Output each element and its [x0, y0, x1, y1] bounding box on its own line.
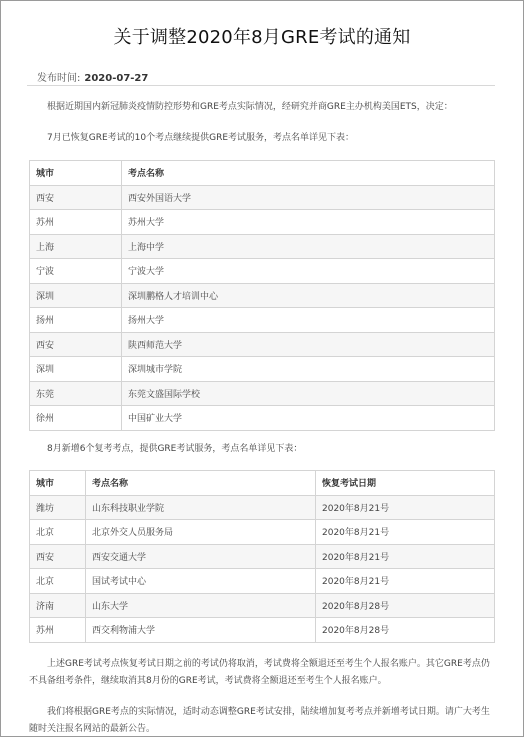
center-cell: 上海中学 — [122, 234, 495, 259]
center-cell: 西交利物浦大学 — [86, 618, 316, 643]
publish-info — [37, 69, 148, 84]
table-row — [30, 308, 495, 333]
city-cell: 上海 — [30, 234, 122, 259]
publish-date: 2020-07-27 — [84, 73, 149, 84]
date-cell: 2020年8月21号 — [316, 520, 495, 545]
date-cell: 2020年8月21号 — [316, 569, 495, 594]
final-paragraph: 我们将根据GRE考点的实际情况，适时动态调整GRE考试安排，陆续增加复考考点并新增考试日期。请广大考生随时关注报名网站的最新公告。 — [29, 707, 490, 734]
city-cell: 西安 — [30, 332, 122, 357]
title-divider — [27, 85, 495, 86]
city-cell: 北京 — [30, 520, 86, 545]
table-row — [30, 283, 495, 308]
city-cell: 西安 — [30, 544, 86, 569]
page-title: 关于调整2020年8月GRE考试的通知 — [113, 27, 411, 48]
center-cell: 国试考试中心 — [86, 569, 316, 594]
table-row — [30, 332, 495, 357]
city-cell: 宁波 — [30, 259, 122, 284]
center-cell: 东莞文盛国际学校 — [122, 381, 495, 406]
section1-paragraph: 7月已恢复GRE考试的10个考点继续提供GRE考试服务，考点名单详见下表： — [47, 133, 355, 143]
publish-label: 发布时间: — [37, 73, 81, 84]
table-row — [30, 495, 495, 520]
city-cell: 深圳 — [30, 283, 122, 308]
center-cell: 中国矿业大学 — [122, 406, 495, 431]
closing-paragraph: 上述GRE考试考点恢复考试日期之前的考试仍将取消，考试费将全额退还至考生个人报名账户。其它GRE考点仍不具备组考条件，继续取消其8月份的GRE考试，考试费将全额退还至考生个人报名账户。 — [29, 659, 490, 686]
city-cell: 东莞 — [30, 381, 122, 406]
table-header-cell: 城市 — [30, 471, 86, 496]
table-row — [30, 234, 495, 259]
city-cell: 苏州 — [30, 618, 86, 643]
city-cell: 北京 — [30, 569, 86, 594]
table-row — [30, 259, 495, 284]
existing-test-centers-table — [29, 160, 495, 431]
table-row — [30, 618, 495, 643]
center-cell: 山东科技职业学院 — [86, 495, 316, 520]
date-cell: 2020年8月28号 — [316, 593, 495, 618]
date-cell: 2020年8月21号 — [316, 544, 495, 569]
center-cell: 宁波大学 — [122, 259, 495, 284]
city-cell: 深圳 — [30, 357, 122, 382]
city-cell: 济南 — [30, 593, 86, 618]
new-test-centers-table — [29, 470, 495, 643]
section2-paragraph: 8月新增6个复考考点，提供GRE考试服务，考点名单详见下表： — [47, 444, 303, 454]
intro-paragraph: 根据近期国内新冠肺炎疫情防控形势和GRE考点实际情况，经研究并商GRE主办机构美国ETS，决定： — [47, 102, 453, 112]
center-cell: 陕西师范大学 — [122, 332, 495, 357]
city-cell: 潍坊 — [30, 495, 86, 520]
center-cell: 北京外交人员服务局 — [86, 520, 316, 545]
table-header-row — [30, 471, 495, 496]
table-header-cell: 城市 — [30, 161, 122, 186]
city-cell: 西安 — [30, 185, 122, 210]
city-cell: 徐州 — [30, 406, 122, 431]
date-cell: 2020年8月28号 — [316, 618, 495, 643]
center-cell: 苏州大学 — [122, 210, 495, 235]
table-row — [30, 381, 495, 406]
table-header-row — [30, 161, 495, 186]
date-cell: 2020年8月21号 — [316, 495, 495, 520]
center-cell: 深圳城市学院 — [122, 357, 495, 382]
table-row — [30, 357, 495, 382]
table-row — [30, 406, 495, 431]
table-row — [30, 520, 495, 545]
table-header-cell: 恢复考试日期 — [316, 471, 495, 496]
center-cell: 山东大学 — [86, 593, 316, 618]
center-cell: 西安外国语大学 — [122, 185, 495, 210]
center-cell: 深圳鹏格人才培训中心 — [122, 283, 495, 308]
table-row — [30, 569, 495, 594]
table-row — [30, 593, 495, 618]
table-row — [30, 185, 495, 210]
table-row — [30, 210, 495, 235]
center-cell: 西安交通大学 — [86, 544, 316, 569]
city-cell: 苏州 — [30, 210, 122, 235]
city-cell: 扬州 — [30, 308, 122, 333]
table-header-cell: 考点名称 — [122, 161, 495, 186]
table-row — [30, 544, 495, 569]
center-cell: 扬州大学 — [122, 308, 495, 333]
table-header-cell: 考点名称 — [86, 471, 316, 496]
